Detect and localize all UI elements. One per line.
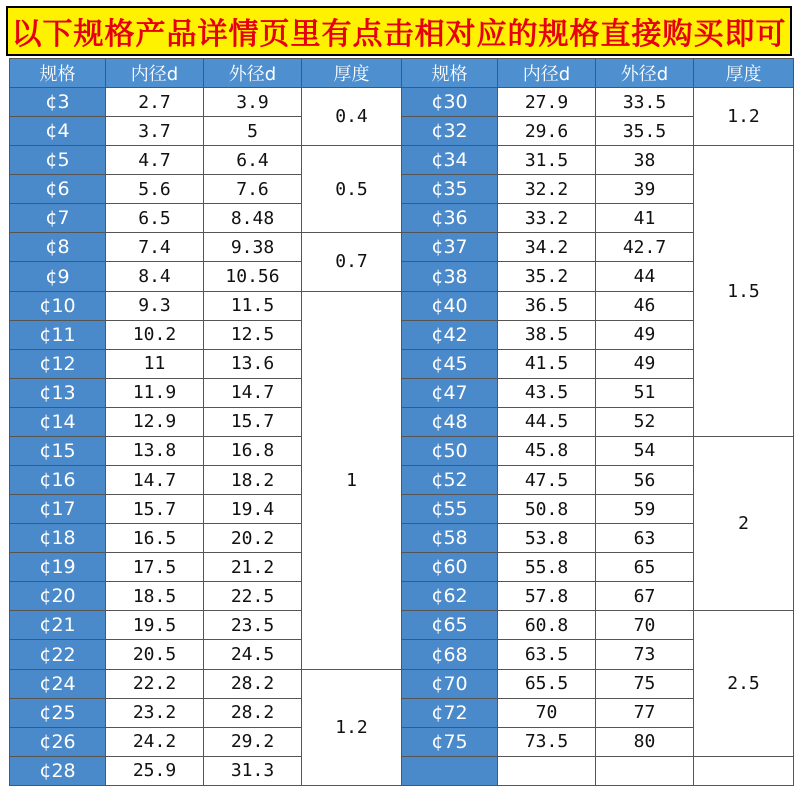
inner-diameter-right: 43.5 [498,378,596,407]
thickness-left: 0.7 [302,233,402,291]
inner-diameter-right: 32.2 [498,175,596,204]
spec-cell-right: ¢75 [402,727,498,756]
inner-diameter-left: 5.6 [106,175,204,204]
spec-cell-right: ¢65 [402,611,498,640]
outer-diameter-left: 19.4 [204,495,302,524]
outer-diameter-left: 22.5 [204,582,302,611]
inner-diameter-left: 8.4 [106,262,204,291]
header-row [10,59,794,88]
inner-diameter-left: 16.5 [106,524,204,553]
inner-diameter-right: 35.2 [498,262,596,291]
spec-cell-right: ¢70 [402,669,498,698]
inner-diameter-left: 3.7 [106,117,204,146]
outer-diameter-right: 56 [596,466,694,495]
spec-cell-right: ¢62 [402,582,498,611]
outer-diameter-right: 38 [596,146,694,175]
spec-cell-right: ¢47 [402,378,498,407]
header-spec-left: 规格 [10,59,106,88]
spec-cell-left: ¢20 [10,582,106,611]
outer-diameter-left: 8.48 [204,204,302,233]
spec-cell-left: ¢16 [10,466,106,495]
inner-diameter-right: 73.5 [498,727,596,756]
inner-diameter-right: 34.2 [498,233,596,262]
outer-diameter-left: 12.5 [204,320,302,349]
table-row [10,698,794,727]
inner-diameter-right: 33.2 [498,204,596,233]
inner-diameter-left: 13.8 [106,436,204,465]
inner-diameter-left: 9.3 [106,291,204,320]
spec-cell-right: ¢60 [402,553,498,582]
inner-diameter-left: 15.7 [106,495,204,524]
spec-cell-left: ¢13 [10,378,106,407]
table-row [10,262,794,291]
outer-diameter-left: 28.2 [204,698,302,727]
thickness-right: 1.5 [694,146,794,437]
spec-cell-right: ¢55 [402,495,498,524]
outer-diameter-right: 70 [596,611,694,640]
table-row [10,88,794,117]
inner-diameter-left: 12.9 [106,407,204,436]
inner-diameter-left: 11.9 [106,378,204,407]
spec-cell-left: ¢4 [10,117,106,146]
outer-diameter-left: 23.5 [204,611,302,640]
spec-cell-left: ¢9 [10,262,106,291]
spec-cell-right: ¢40 [402,291,498,320]
spec-cell-right: ¢72 [402,698,498,727]
inner-diameter-left: 23.2 [106,698,204,727]
spec-cell-right: ¢37 [402,233,498,262]
outer-diameter-left: 20.2 [204,524,302,553]
header-inner-left: 内径d [106,59,204,88]
spec-cell-left: ¢12 [10,349,106,378]
outer-diameter-left: 31.3 [204,756,302,785]
outer-diameter-right: 35.5 [596,117,694,146]
outer-diameter-right: 51 [596,378,694,407]
outer-diameter-left: 14.7 [204,378,302,407]
outer-diameter-right: 42.7 [596,233,694,262]
spec-cell-left: ¢19 [10,553,106,582]
inner-diameter-right: 70 [498,698,596,727]
outer-diameter-left: 28.2 [204,669,302,698]
outer-diameter-left: 13.6 [204,349,302,378]
outer-diameter-right: 59 [596,495,694,524]
spec-cell-left: ¢8 [10,233,106,262]
table-row [10,175,794,204]
table-row [10,233,794,262]
inner-diameter-left: 17.5 [106,553,204,582]
inner-diameter-right: 38.5 [498,320,596,349]
outer-diameter-left: 5 [204,117,302,146]
table-row [10,146,794,175]
inner-diameter-right: 65.5 [498,669,596,698]
thickness-left: 1.2 [302,669,402,785]
spec-cell-left: ¢10 [10,291,106,320]
outer-diameter-left: 16.8 [204,436,302,465]
spec-cell-right: ¢30 [402,88,498,117]
inner-diameter-left: 19.5 [106,611,204,640]
inner-diameter-right: 36.5 [498,291,596,320]
spec-cell-left: ¢15 [10,436,106,465]
table-row [10,669,794,698]
outer-diameter-left: 18.2 [204,466,302,495]
outer-diameter-right: 46 [596,291,694,320]
inner-diameter-right: 60.8 [498,611,596,640]
outer-diameter-left: 10.56 [204,262,302,291]
outer-diameter-right: 44 [596,262,694,291]
table-row [10,204,794,233]
spec-cell-left: ¢14 [10,407,106,436]
spec-cell-right: ¢48 [402,407,498,436]
spec-table [9,58,794,786]
table-row [10,524,794,553]
outer-diameter-left: 15.7 [204,407,302,436]
table-row [10,611,794,640]
outer-diameter-right: 49 [596,349,694,378]
outer-diameter-right: 80 [596,727,694,756]
outer-diameter-right: 63 [596,524,694,553]
spec-cell-right: ¢32 [402,117,498,146]
inner-diameter-right: 50.8 [498,495,596,524]
spec-cell-left: ¢22 [10,640,106,669]
outer-diameter-right [596,756,694,785]
header-thickness-right: 厚度 [694,59,794,88]
table-row [10,349,794,378]
outer-diameter-right: 67 [596,582,694,611]
inner-diameter-left: 11 [106,349,204,378]
inner-diameter-right: 57.8 [498,582,596,611]
spec-cell-left: ¢11 [10,320,106,349]
inner-diameter-left: 10.2 [106,320,204,349]
spec-cell-left: ¢17 [10,495,106,524]
banner-title: 以下规格产品详情页里有点击相对应的规格直接购买即可 [6,6,792,56]
outer-diameter-right: 41 [596,204,694,233]
inner-diameter-left: 6.5 [106,204,204,233]
table-row [10,466,794,495]
inner-diameter-right: 44.5 [498,407,596,436]
outer-diameter-left: 24.5 [204,640,302,669]
outer-diameter-left: 11.5 [204,291,302,320]
inner-diameter-right: 41.5 [498,349,596,378]
inner-diameter-right [498,756,596,785]
outer-diameter-right: 75 [596,669,694,698]
thickness-right [694,756,794,785]
table-row [10,495,794,524]
outer-diameter-right: 65 [596,553,694,582]
thickness-right: 1.2 [694,88,794,146]
header-thickness-left: 厚度 [302,59,402,88]
outer-diameter-right: 73 [596,640,694,669]
table-row [10,291,794,320]
outer-diameter-left: 3.9 [204,88,302,117]
inner-diameter-left: 7.4 [106,233,204,262]
spec-cell-left: ¢7 [10,204,106,233]
table-row [10,756,794,785]
outer-diameter-left: 6.4 [204,146,302,175]
table-row [10,436,794,465]
thickness-left: 0.5 [302,146,402,233]
spec-cell-left: ¢24 [10,669,106,698]
outer-diameter-right: 39 [596,175,694,204]
spec-cell-right: ¢68 [402,640,498,669]
table-row [10,640,794,669]
spec-cell-right: ¢35 [402,175,498,204]
spec-cell-right: ¢58 [402,524,498,553]
inner-diameter-right: 47.5 [498,466,596,495]
header-outer-right: 外径d [596,59,694,88]
outer-diameter-right: 49 [596,320,694,349]
table-row [10,407,794,436]
thickness-right: 2.5 [694,611,794,756]
table-row [10,582,794,611]
spec-cell-right: ¢52 [402,466,498,495]
inner-diameter-right: 31.5 [498,146,596,175]
spec-cell-left: ¢18 [10,524,106,553]
inner-diameter-right: 45.8 [498,436,596,465]
spec-cell-right [402,756,498,785]
spec-cell-left: ¢5 [10,146,106,175]
inner-diameter-left: 18.5 [106,582,204,611]
inner-diameter-right: 53.8 [498,524,596,553]
spec-cell-left: ¢26 [10,727,106,756]
inner-diameter-left: 20.5 [106,640,204,669]
inner-diameter-right: 55.8 [498,553,596,582]
spec-cell-left: ¢6 [10,175,106,204]
spec-cell-left: ¢28 [10,756,106,785]
thickness-left: 0.4 [302,88,402,146]
spec-cell-right: ¢45 [402,349,498,378]
spec-cell-right: ¢38 [402,262,498,291]
inner-diameter-left: 2.7 [106,88,204,117]
inner-diameter-left: 4.7 [106,146,204,175]
table-row [10,320,794,349]
table-row [10,727,794,756]
outer-diameter-right: 33.5 [596,88,694,117]
inner-diameter-left: 25.9 [106,756,204,785]
outer-diameter-right: 52 [596,407,694,436]
outer-diameter-right: 77 [596,698,694,727]
spec-cell-right: ¢34 [402,146,498,175]
spec-cell-left: ¢21 [10,611,106,640]
inner-diameter-left: 22.2 [106,669,204,698]
spec-cell-right: ¢50 [402,436,498,465]
outer-diameter-right: 54 [596,436,694,465]
inner-diameter-right: 27.9 [498,88,596,117]
table-row [10,553,794,582]
spec-cell-left: ¢25 [10,698,106,727]
inner-diameter-left: 24.2 [106,727,204,756]
spec-cell-right: ¢42 [402,320,498,349]
header-outer-left: 外径d [204,59,302,88]
spec-cell-right: ¢36 [402,204,498,233]
thickness-right: 2 [694,436,794,610]
header-inner-right: 内径d [498,59,596,88]
inner-diameter-right: 63.5 [498,640,596,669]
header-spec-right: 规格 [402,59,498,88]
outer-diameter-left: 7.6 [204,175,302,204]
spec-cell-left: ¢3 [10,88,106,117]
inner-diameter-right: 29.6 [498,117,596,146]
outer-diameter-left: 21.2 [204,553,302,582]
outer-diameter-left: 9.38 [204,233,302,262]
table-row [10,378,794,407]
thickness-left: 1 [302,291,402,669]
inner-diameter-left: 14.7 [106,466,204,495]
outer-diameter-left: 29.2 [204,727,302,756]
table-row [10,117,794,146]
